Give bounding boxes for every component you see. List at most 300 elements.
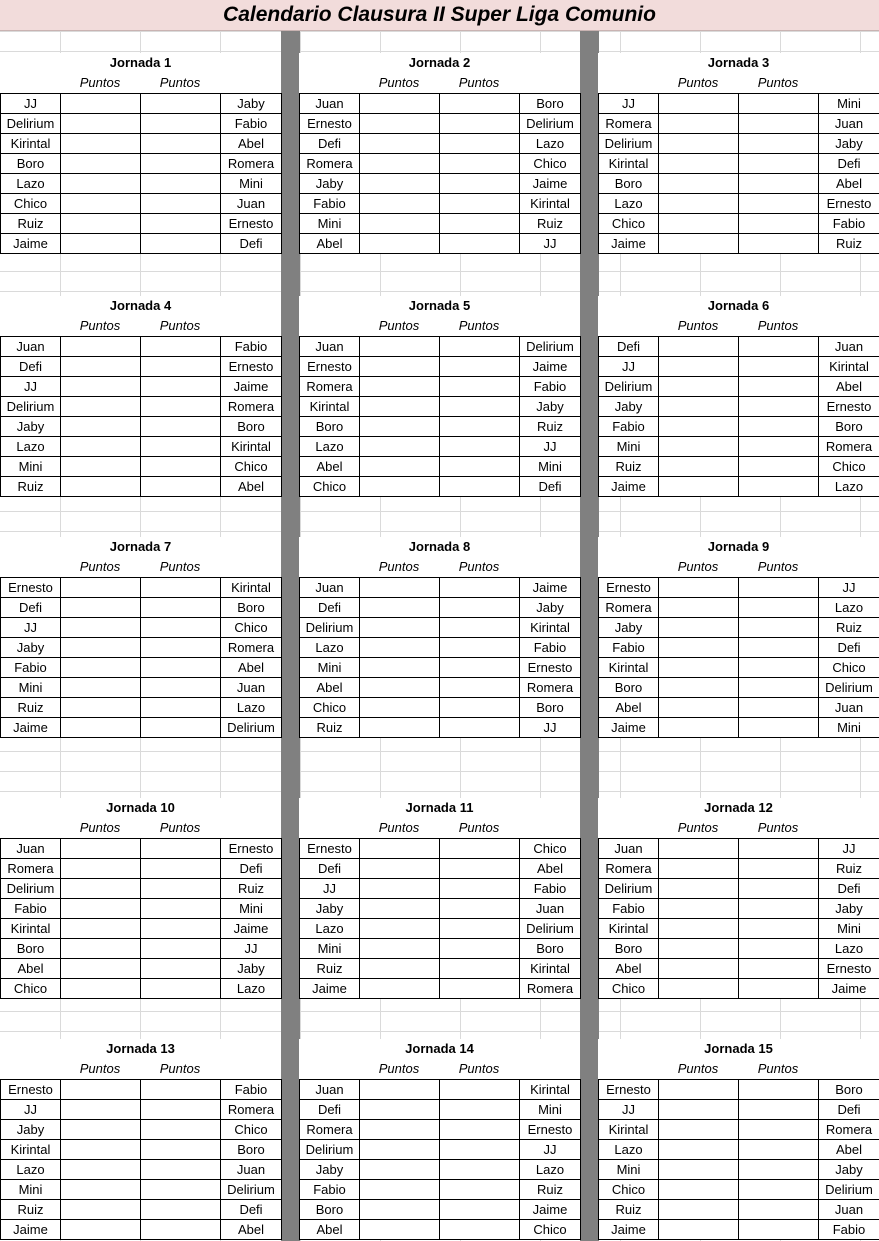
home-score-cell[interactable] — [61, 959, 141, 979]
home-score-cell[interactable] — [360, 1080, 440, 1100]
away-score-cell[interactable] — [141, 859, 221, 879]
home-team: Mini — [300, 939, 360, 959]
match-row — [599, 678, 879, 698]
away-score-cell[interactable] — [440, 979, 520, 999]
away-score-cell[interactable] — [440, 377, 520, 397]
match-row — [1, 678, 282, 698]
away-score-cell[interactable] — [141, 638, 221, 658]
home-score-cell[interactable] — [659, 598, 739, 618]
home-score-cell[interactable] — [659, 477, 739, 497]
away-score-cell[interactable] — [739, 1200, 819, 1220]
away-score-cell[interactable] — [739, 1100, 819, 1120]
away-team: Abel — [221, 134, 282, 154]
home-team: Lazo — [300, 919, 360, 939]
away-score-cell[interactable] — [440, 1180, 520, 1200]
home-score-cell[interactable] — [360, 698, 440, 718]
home-score-cell[interactable] — [61, 1220, 141, 1240]
home-score-cell[interactable] — [659, 94, 739, 114]
home-team: Abel — [300, 457, 360, 477]
home-score-cell[interactable] — [360, 134, 440, 154]
home-team: Jaime — [599, 1220, 659, 1240]
home-score-cell[interactable] — [61, 94, 141, 114]
away-score-cell[interactable] — [141, 1120, 221, 1140]
home-score-cell[interactable] — [360, 114, 440, 134]
away-score-cell[interactable] — [739, 1080, 819, 1100]
home-score-cell[interactable] — [61, 357, 141, 377]
away-score-cell[interactable] — [141, 618, 221, 638]
home-team: Lazo — [599, 194, 659, 214]
home-score-cell[interactable] — [61, 114, 141, 134]
away-score-cell[interactable] — [440, 578, 520, 598]
home-score-cell[interactable] — [360, 959, 440, 979]
home-score-cell[interactable] — [360, 1100, 440, 1120]
home-score-cell[interactable] — [61, 658, 141, 678]
home-score-cell[interactable] — [360, 919, 440, 939]
away-score-cell[interactable] — [440, 618, 520, 638]
match-table — [0, 336, 282, 497]
away-score-cell[interactable] — [141, 678, 221, 698]
away-score-cell[interactable] — [141, 578, 221, 598]
home-score-cell[interactable] — [659, 678, 739, 698]
home-score-cell[interactable] — [360, 397, 440, 417]
home-team: Jaby — [300, 899, 360, 919]
away-score-cell[interactable] — [141, 174, 221, 194]
away-score-cell[interactable] — [440, 638, 520, 658]
home-score-cell[interactable] — [61, 1140, 141, 1160]
away-score-cell[interactable] — [739, 154, 819, 174]
home-score-cell[interactable] — [61, 678, 141, 698]
home-score-cell[interactable] — [659, 214, 739, 234]
home-score-cell[interactable] — [659, 1160, 739, 1180]
home-score-cell[interactable] — [61, 718, 141, 738]
home-score-cell[interactable] — [61, 1120, 141, 1140]
away-score-cell[interactable] — [739, 1120, 819, 1140]
away-score-cell[interactable] — [739, 94, 819, 114]
away-score-cell[interactable] — [440, 919, 520, 939]
away-score-cell[interactable] — [141, 598, 221, 618]
away-team: Ernesto — [221, 357, 282, 377]
home-score-cell[interactable] — [61, 477, 141, 497]
away-score-cell[interactable] — [440, 1140, 520, 1160]
home-score-cell[interactable] — [61, 618, 141, 638]
home-score-cell[interactable] — [360, 94, 440, 114]
away-score-cell[interactable] — [739, 919, 819, 939]
away-score-cell[interactable] — [440, 397, 520, 417]
away-score-cell[interactable] — [739, 979, 819, 999]
away-score-cell[interactable] — [141, 417, 221, 437]
home-score-cell[interactable] — [659, 899, 739, 919]
home-score-cell[interactable] — [360, 939, 440, 959]
away-score-cell[interactable] — [739, 598, 819, 618]
away-score-cell[interactable] — [440, 1160, 520, 1180]
home-score-cell[interactable] — [360, 879, 440, 899]
home-team: Romera — [300, 377, 360, 397]
away-score-cell[interactable] — [739, 214, 819, 234]
match-table — [299, 336, 581, 497]
match-row — [1, 939, 282, 959]
away-score-cell[interactable] — [141, 134, 221, 154]
home-score-cell[interactable] — [61, 899, 141, 919]
home-score-cell[interactable] — [659, 959, 739, 979]
away-score-cell[interactable] — [440, 1120, 520, 1140]
away-score-cell[interactable] — [141, 1140, 221, 1160]
away-score-cell[interactable] — [141, 939, 221, 959]
home-score-cell[interactable] — [659, 377, 739, 397]
away-score-cell[interactable] — [739, 377, 819, 397]
home-score-cell[interactable] — [659, 698, 739, 718]
home-score-cell[interactable] — [659, 114, 739, 134]
away-score-cell[interactable] — [440, 417, 520, 437]
home-team: Kirintal — [300, 397, 360, 417]
home-team: Juan — [300, 578, 360, 598]
home-score-cell[interactable] — [61, 1100, 141, 1120]
away-score-cell[interactable] — [440, 698, 520, 718]
home-score-cell[interactable] — [61, 134, 141, 154]
away-score-cell[interactable] — [739, 437, 819, 457]
home-score-cell[interactable] — [61, 598, 141, 618]
away-score-cell[interactable] — [739, 337, 819, 357]
home-score-cell[interactable] — [659, 337, 739, 357]
home-score-cell[interactable] — [659, 578, 739, 598]
home-score-cell[interactable] — [360, 1200, 440, 1220]
away-score-cell[interactable] — [141, 397, 221, 417]
away-score-cell[interactable] — [739, 174, 819, 194]
away-score-cell[interactable] — [440, 1080, 520, 1100]
away-team: Abel — [520, 859, 581, 879]
away-score-cell[interactable] — [141, 1220, 221, 1240]
home-score-cell[interactable] — [360, 578, 440, 598]
match-row — [1, 337, 282, 357]
away-score-cell[interactable] — [440, 234, 520, 254]
away-score-cell[interactable] — [141, 718, 221, 738]
home-score-cell[interactable] — [61, 417, 141, 437]
home-score-cell[interactable] — [61, 578, 141, 598]
home-score-cell[interactable] — [61, 377, 141, 397]
away-score-cell[interactable] — [739, 638, 819, 658]
home-score-cell[interactable] — [659, 1220, 739, 1240]
away-score-cell[interactable] — [440, 718, 520, 738]
home-score-cell[interactable] — [659, 1200, 739, 1220]
away-score-cell[interactable] — [141, 114, 221, 134]
match-row — [599, 234, 879, 254]
away-score-cell[interactable] — [440, 174, 520, 194]
home-score-cell[interactable] — [61, 1160, 141, 1180]
home-score-cell[interactable] — [659, 154, 739, 174]
home-score-cell[interactable] — [61, 919, 141, 939]
away-score-cell[interactable] — [440, 899, 520, 919]
home-team: Lazo — [1, 174, 61, 194]
away-score-cell[interactable] — [739, 578, 819, 598]
away-team: Kirintal — [520, 1080, 581, 1100]
home-score-cell[interactable] — [360, 377, 440, 397]
match-row — [599, 1100, 879, 1120]
away-score-cell[interactable] — [440, 1100, 520, 1120]
away-team: Abel — [819, 1140, 879, 1160]
jornada-title: Jornada 1 — [0, 53, 281, 73]
away-score-cell[interactable] — [141, 337, 221, 357]
home-score-cell[interactable] — [659, 879, 739, 899]
home-score-cell[interactable] — [659, 658, 739, 678]
home-score-cell[interactable] — [360, 417, 440, 437]
away-score-cell[interactable] — [141, 194, 221, 214]
away-score-cell[interactable] — [739, 879, 819, 899]
away-score-cell[interactable] — [739, 839, 819, 859]
away-score-cell[interactable] — [141, 154, 221, 174]
away-score-cell[interactable] — [440, 1220, 520, 1240]
away-score-cell[interactable] — [141, 214, 221, 234]
home-score-cell[interactable] — [61, 1200, 141, 1220]
home-score-cell[interactable] — [659, 417, 739, 437]
away-score-cell[interactable] — [440, 678, 520, 698]
home-score-cell[interactable] — [360, 718, 440, 738]
jornada-title: Jornada 7 — [0, 537, 281, 557]
away-score-cell[interactable] — [739, 417, 819, 437]
match-row — [599, 94, 879, 114]
home-score-cell[interactable] — [360, 598, 440, 618]
away-score-cell[interactable] — [141, 94, 221, 114]
home-score-cell[interactable] — [61, 979, 141, 999]
away-score-cell[interactable] — [440, 939, 520, 959]
home-score-cell[interactable] — [659, 234, 739, 254]
home-score-cell[interactable] — [61, 214, 141, 234]
home-points-header: Puntos — [79, 1061, 121, 1076]
away-score-cell[interactable] — [141, 919, 221, 939]
away-score-cell[interactable] — [141, 357, 221, 377]
home-score-cell[interactable] — [659, 1180, 739, 1200]
home-score-cell[interactable] — [360, 174, 440, 194]
home-score-cell[interactable] — [61, 939, 141, 959]
home-score-cell[interactable] — [360, 979, 440, 999]
away-score-cell[interactable] — [440, 879, 520, 899]
away-score-cell[interactable] — [141, 1100, 221, 1120]
match-row — [1, 1140, 282, 1160]
home-score-cell[interactable] — [659, 174, 739, 194]
home-score-cell[interactable] — [659, 1100, 739, 1120]
away-score-cell[interactable] — [141, 658, 221, 678]
home-score-cell[interactable] — [659, 1080, 739, 1100]
home-score-cell[interactable] — [659, 134, 739, 154]
away-points-header: Puntos — [757, 1061, 799, 1076]
away-score-cell[interactable] — [141, 698, 221, 718]
away-score-cell[interactable] — [440, 214, 520, 234]
away-score-cell[interactable] — [440, 194, 520, 214]
home-score-cell[interactable] — [360, 658, 440, 678]
away-score-cell[interactable] — [141, 1180, 221, 1200]
home-score-cell[interactable] — [659, 939, 739, 959]
away-team: Ernesto — [221, 214, 282, 234]
away-team: Ruiz — [819, 859, 879, 879]
away-score-cell[interactable] — [141, 1080, 221, 1100]
away-score-cell[interactable] — [440, 457, 520, 477]
away-team: Chico — [819, 658, 879, 678]
home-score-cell[interactable] — [659, 437, 739, 457]
away-score-cell[interactable] — [141, 437, 221, 457]
away-score-cell[interactable] — [440, 337, 520, 357]
home-score-cell[interactable] — [360, 839, 440, 859]
away-score-cell[interactable] — [739, 859, 819, 879]
home-score-cell[interactable] — [360, 899, 440, 919]
home-score-cell[interactable] — [360, 638, 440, 658]
home-score-cell[interactable] — [61, 234, 141, 254]
away-score-cell[interactable] — [141, 377, 221, 397]
home-score-cell[interactable] — [61, 638, 141, 658]
home-score-cell[interactable] — [61, 194, 141, 214]
away-team: JJ — [819, 578, 879, 598]
home-score-cell[interactable] — [360, 1140, 440, 1160]
home-team: Romera — [599, 114, 659, 134]
home-score-cell[interactable] — [61, 457, 141, 477]
away-score-cell[interactable] — [739, 959, 819, 979]
home-score-cell[interactable] — [360, 457, 440, 477]
home-score-cell[interactable] — [61, 437, 141, 457]
home-score-cell[interactable] — [61, 839, 141, 859]
home-score-cell[interactable] — [659, 919, 739, 939]
points-header-row — [0, 316, 281, 336]
home-score-cell[interactable] — [360, 1160, 440, 1180]
home-score-cell[interactable] — [61, 879, 141, 899]
home-score-cell[interactable] — [659, 1140, 739, 1160]
home-score-cell[interactable] — [360, 194, 440, 214]
home-score-cell[interactable] — [659, 457, 739, 477]
home-score-cell[interactable] — [360, 477, 440, 497]
match-row — [1, 214, 282, 234]
home-score-cell[interactable] — [61, 174, 141, 194]
away-score-cell[interactable] — [739, 397, 819, 417]
away-points-header: Puntos — [757, 75, 799, 90]
away-score-cell[interactable] — [739, 618, 819, 638]
away-score-cell[interactable] — [739, 899, 819, 919]
away-team: Chico — [520, 839, 581, 859]
points-header-row — [299, 818, 580, 838]
away-score-cell[interactable] — [141, 457, 221, 477]
away-score-cell[interactable] — [440, 959, 520, 979]
away-score-cell[interactable] — [141, 234, 221, 254]
away-score-cell[interactable] — [440, 154, 520, 174]
column-divider-right — [580, 31, 599, 1241]
away-score-cell[interactable] — [141, 959, 221, 979]
home-score-cell[interactable] — [360, 154, 440, 174]
home-score-cell[interactable] — [659, 618, 739, 638]
away-score-cell[interactable] — [739, 477, 819, 497]
away-score-cell[interactable] — [739, 457, 819, 477]
jornada-block-10 — [0, 777, 281, 997]
home-score-cell[interactable] — [360, 678, 440, 698]
home-score-cell[interactable] — [659, 397, 739, 417]
away-score-cell[interactable] — [739, 234, 819, 254]
away-score-cell[interactable] — [739, 357, 819, 377]
away-score-cell[interactable] — [440, 598, 520, 618]
home-score-cell[interactable] — [360, 1120, 440, 1140]
home-score-cell[interactable] — [360, 437, 440, 457]
home-score-cell[interactable] — [360, 214, 440, 234]
home-team: Abel — [300, 234, 360, 254]
away-score-cell[interactable] — [141, 1200, 221, 1220]
away-score-cell[interactable] — [739, 718, 819, 738]
match-row — [1, 114, 282, 134]
away-score-cell[interactable] — [739, 939, 819, 959]
jornada-block-14 — [299, 1018, 580, 1238]
away-score-cell[interactable] — [141, 477, 221, 497]
away-team: Jaby — [819, 1160, 879, 1180]
away-score-cell[interactable] — [141, 1160, 221, 1180]
away-score-cell[interactable] — [141, 979, 221, 999]
home-score-cell[interactable] — [61, 337, 141, 357]
away-score-cell[interactable] — [440, 839, 520, 859]
away-score-cell[interactable] — [739, 1160, 819, 1180]
away-score-cell[interactable] — [440, 114, 520, 134]
home-team: Ruiz — [300, 718, 360, 738]
away-score-cell[interactable] — [739, 1140, 819, 1160]
home-score-cell[interactable] — [659, 979, 739, 999]
home-score-cell[interactable] — [659, 638, 739, 658]
away-score-cell[interactable] — [739, 114, 819, 134]
home-score-cell[interactable] — [61, 154, 141, 174]
home-score-cell[interactable] — [61, 397, 141, 417]
away-score-cell[interactable] — [739, 1180, 819, 1200]
away-score-cell[interactable] — [739, 698, 819, 718]
away-points-header: Puntos — [458, 1061, 500, 1076]
home-score-cell[interactable] — [360, 1220, 440, 1240]
home-score-cell[interactable] — [360, 618, 440, 638]
home-score-cell[interactable] — [659, 839, 739, 859]
away-score-cell[interactable] — [440, 859, 520, 879]
home-score-cell[interactable] — [360, 234, 440, 254]
home-team: Ernesto — [300, 114, 360, 134]
away-score-cell[interactable] — [440, 134, 520, 154]
match-row — [599, 638, 879, 658]
home-team: Boro — [300, 1200, 360, 1220]
home-score-cell[interactable] — [360, 859, 440, 879]
away-score-cell[interactable] — [141, 839, 221, 859]
away-score-cell[interactable] — [440, 357, 520, 377]
home-score-cell[interactable] — [659, 859, 739, 879]
home-score-cell[interactable] — [61, 859, 141, 879]
away-score-cell[interactable] — [440, 658, 520, 678]
match-table — [598, 577, 879, 738]
away-score-cell[interactable] — [440, 437, 520, 457]
home-team: Defi — [300, 134, 360, 154]
points-header-row — [0, 73, 281, 93]
away-score-cell[interactable] — [440, 1200, 520, 1220]
away-score-cell[interactable] — [739, 1220, 819, 1240]
away-score-cell[interactable] — [141, 899, 221, 919]
match-row — [1, 194, 282, 214]
match-table — [299, 93, 581, 254]
away-score-cell[interactable] — [739, 658, 819, 678]
away-score-cell[interactable] — [739, 678, 819, 698]
home-score-cell[interactable] — [659, 194, 739, 214]
away-score-cell[interactable] — [739, 134, 819, 154]
away-team: JJ — [819, 839, 879, 859]
home-score-cell[interactable] — [61, 1080, 141, 1100]
home-score-cell[interactable] — [360, 1180, 440, 1200]
home-score-cell[interactable] — [360, 357, 440, 377]
home-score-cell[interactable] — [61, 698, 141, 718]
home-team: Jaby — [300, 1160, 360, 1180]
away-score-cell[interactable] — [440, 477, 520, 497]
home-score-cell[interactable] — [659, 718, 739, 738]
home-score-cell[interactable] — [659, 357, 739, 377]
away-score-cell[interactable] — [739, 194, 819, 214]
home-score-cell[interactable] — [659, 1120, 739, 1140]
away-team: Abel — [221, 658, 282, 678]
away-team: Juan — [819, 1200, 879, 1220]
away-score-cell[interactable] — [141, 879, 221, 899]
home-score-cell[interactable] — [360, 337, 440, 357]
home-score-cell[interactable] — [61, 1180, 141, 1200]
points-header-row — [299, 1059, 580, 1079]
away-score-cell[interactable] — [440, 94, 520, 114]
